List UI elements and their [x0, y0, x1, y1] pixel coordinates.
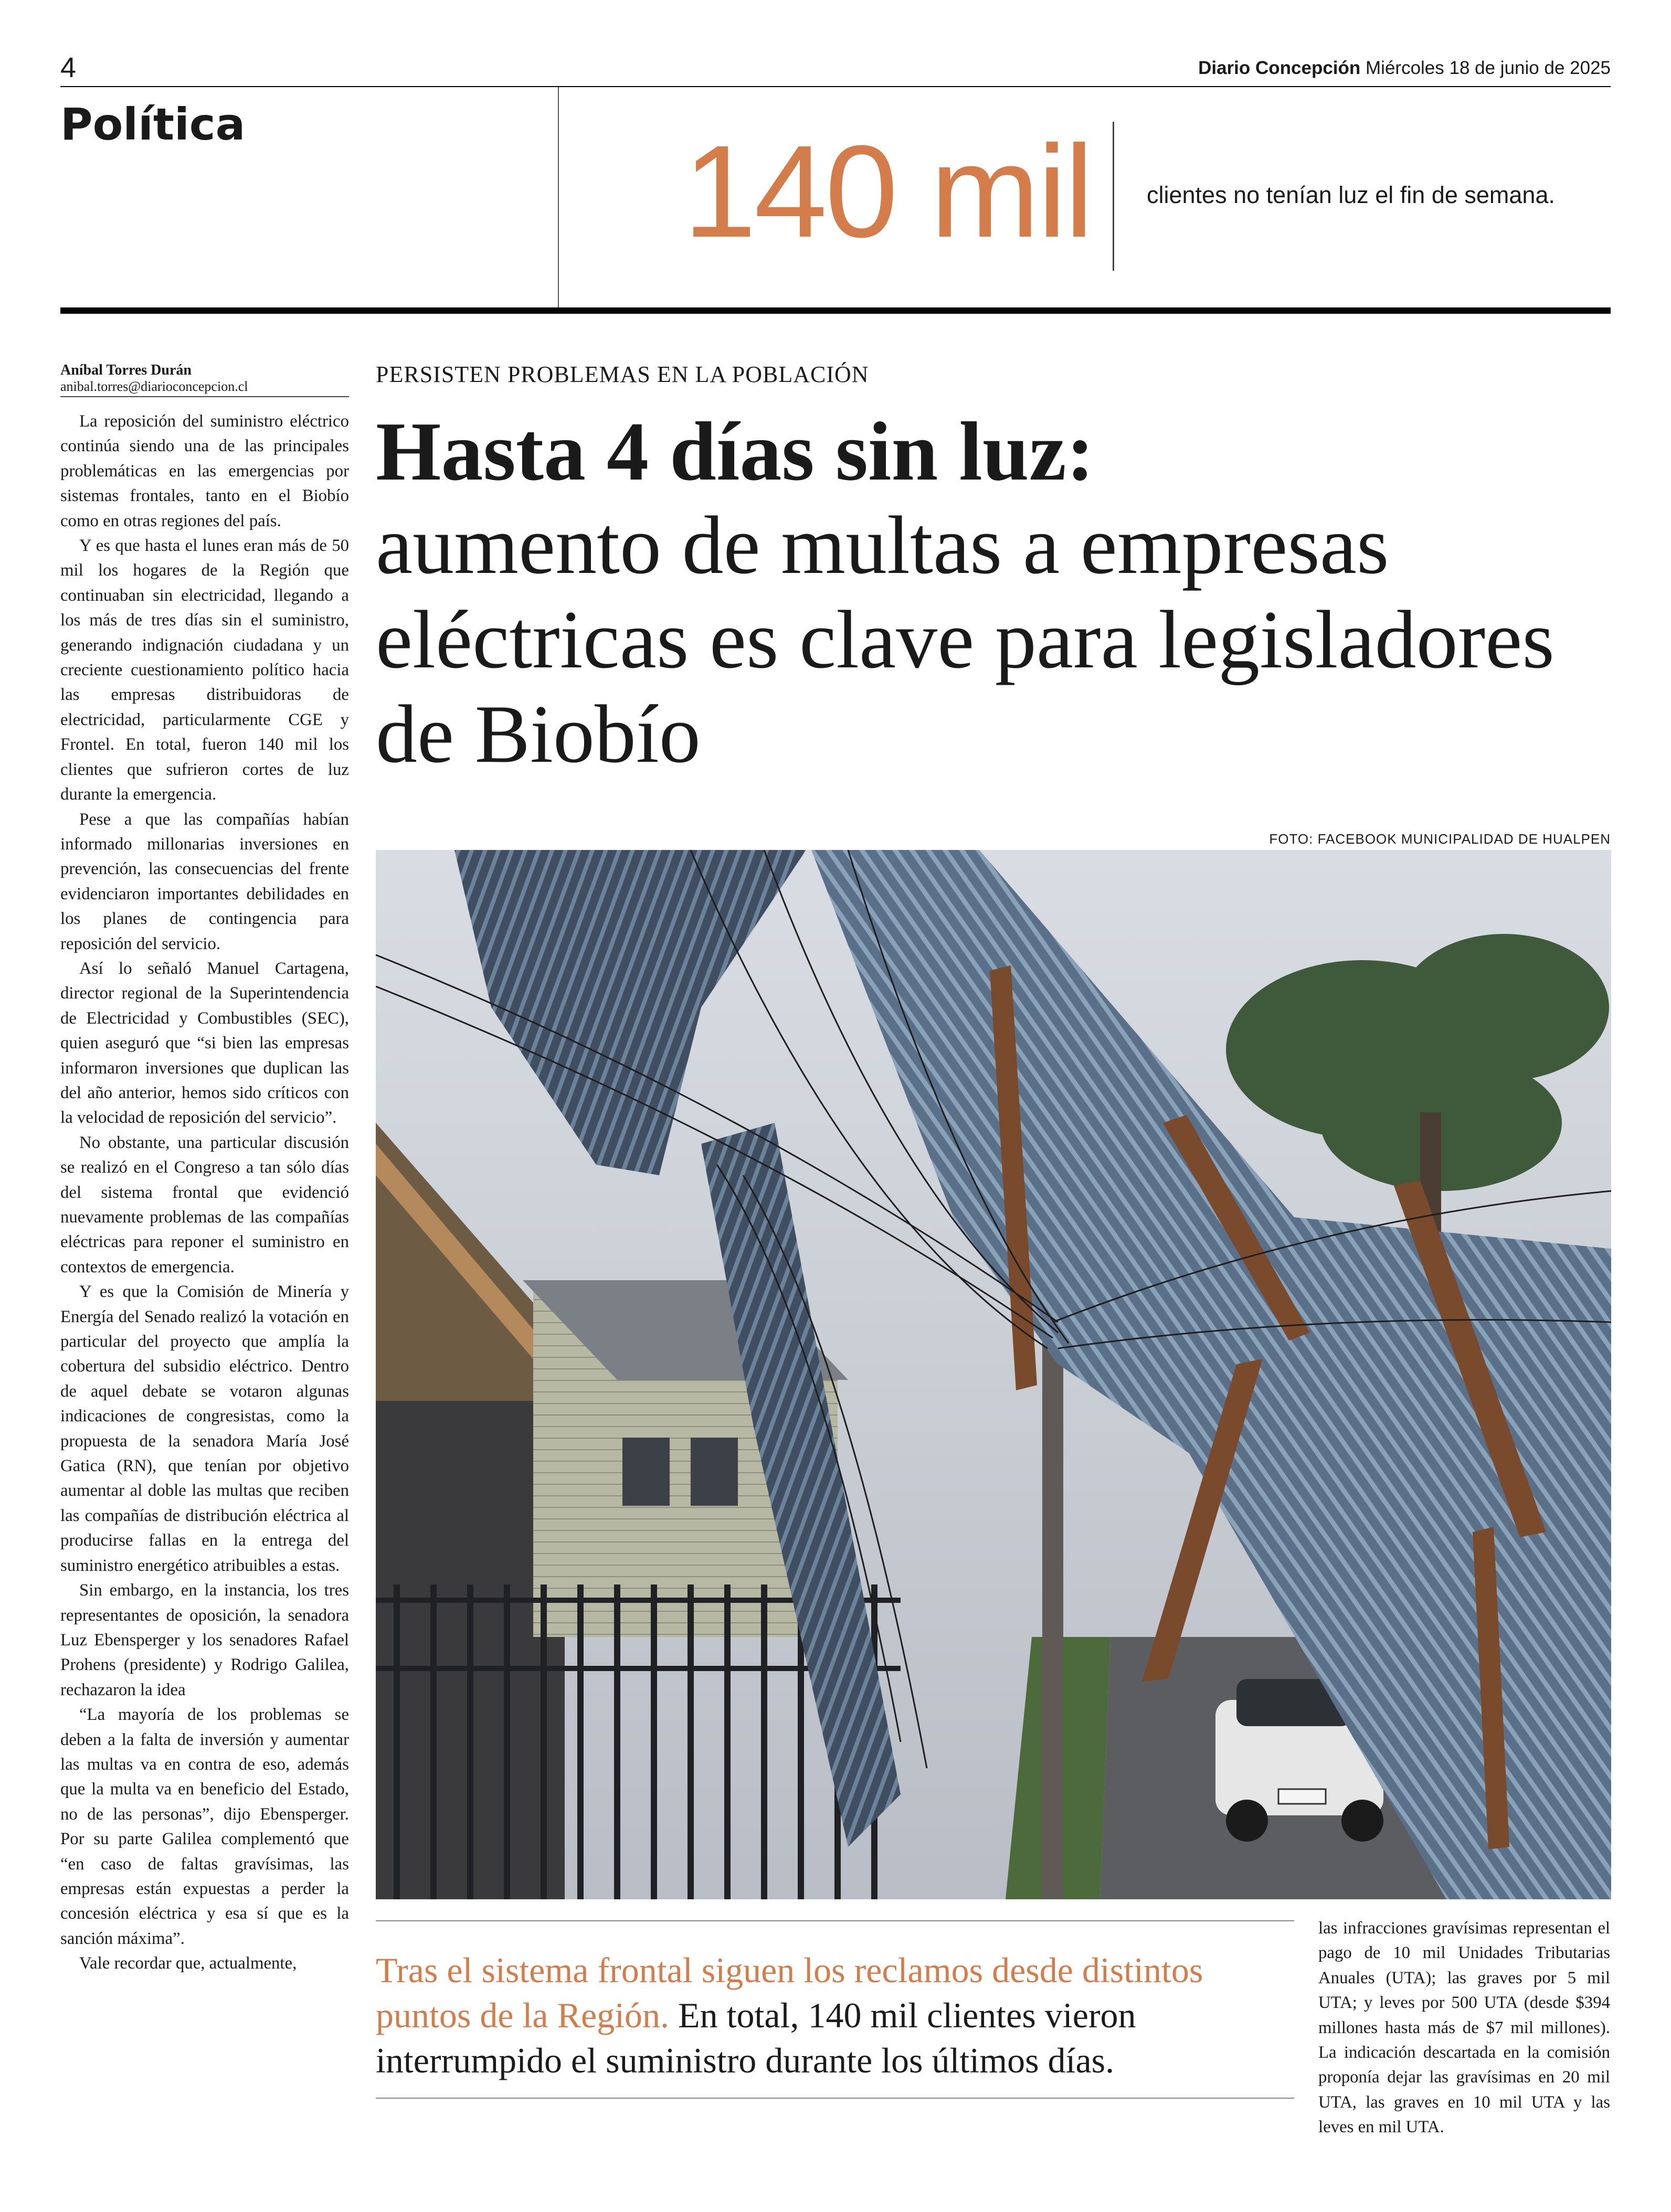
article-photo: [376, 850, 1611, 1899]
body-paragraph: La reposición del suministro eléctrico continúa siendo una de las principales problemáticas en las emergencias por sistemas frontales, tanto en el Biobío como en otras regiones del país.: [60, 412, 349, 530]
body-paragraph: Vale recordar que, actualmente,: [79, 1954, 297, 1973]
body-paragraph: No obstante, una particular discusión se realizó en el Congreso a tan sólo días del sistema frontal que evidenció nuevamente problemas de las compañías eléctricas para reponer el suministro en contextos de emergencia.: [60, 1133, 349, 1277]
article-headline: [376, 404, 1614, 782]
header-thick-rule: [60, 307, 1611, 314]
caption-top-rule: [376, 1920, 1294, 1921]
publication-name: Diario Concepción: [1198, 58, 1361, 78]
page-number: 4: [60, 52, 77, 83]
section-title: Política: [60, 99, 246, 150]
body-paragraph: Y es que la Comisión de Minería y Energía del Senado realizó la votación en particular del proyecto que amplía la cobertura del subsidio eléctrico. Dentro de aquel debate se votaron algunas indicaciones de congresistas, como la propuesta de la senadora María José Gatica (RN), que tenían por objetivo aumentar al doble las multas que reciben las compañías de distribución eléctrica al producirse fallas en la entrega del suministro energético atribuibles a estas.: [60, 1282, 349, 1575]
photo-caption-rest: En total, 140 mil clientes vieron interrumpido el suministro durante los últimos días.: [376, 1995, 1136, 2080]
author-name: Aníbal Torres Durán: [60, 362, 192, 378]
body-paragraph: Sin embargo, en la instancia, los tres representantes de oposición, la senadora Luz Ebensperger y los senadores Rafael Prohens (presidente) y Rodrigo Galilea, rechazaron la idea: [60, 1581, 349, 1699]
body-paragraph: Así lo señaló Manuel Cartagena, director regional de la Superintendencia de Electricidad y Combustibles (SEC), quien aseguró que “si bien las empresas informaron inversiones que duplican las del año anterior, hemos sido críticos con la velocidad de reposición del servicio”.: [60, 959, 349, 1128]
highlight-divider: [1113, 122, 1114, 271]
top-rule: [60, 86, 1611, 87]
byline-rule: [60, 396, 349, 397]
body-paragraph: “La mayoría de los problemas se deben a la falta de inversión y aumentar las multas va en contra de eso, además que la multa va en beneficio del Estado, no de las personas”, dijo Ebensperger. Por su parte Galilea complementó que “en caso de faltas gravísimas, las empresas están expuestas a perder la concesión eléctrica y esa sí que es la sanción máxima”.: [60, 1705, 349, 1948]
caption-bottom-rule: [376, 2098, 1294, 2099]
photo-illustration: [376, 850, 1611, 1899]
masthead: [1198, 58, 1611, 79]
header-divider: [558, 87, 559, 307]
highlight-number: 140 mil: [683, 118, 1092, 264]
photo-caption-lead: Tras el sistema frontal siguen los reclamos desde distintos puntos de la Región.: [376, 1950, 1203, 2035]
highlight-caption: clientes no tenían luz el fin de semana.: [1147, 182, 1555, 208]
article-body-left-column: [60, 409, 349, 2193]
body-paragraph: Y es que hasta el lunes eran más de 50 mil los hogares de la Región que continuaban sin electricidad, llegando a los más de tres días sin el suministro, generando indignación ciudadana y un creciente cuestionamiento político hacia las empresas distribuidoras de electricidad, particularmente CGE y Frontel. En total, fueron 140 mil los clientes que sufrieron cortes de luz durante la emergencia.: [60, 536, 349, 804]
body-paragraph: Pese a que las compañías habían informado millonarias inversiones en prevención, las consecuencias del frente evidenciaron importantes debilidades en los planes de contingencia para reposición del servicio.: [60, 810, 349, 953]
photo-credit: FOTO: FACEBOOK MUNICIPALIDAD DE HUALPEN: [1269, 831, 1611, 847]
publication-date: Miércoles 18 de junio de 2025: [1366, 58, 1611, 78]
article-kicker: PERSISTEN PROBLEMAS EN LA POBLACIÓN: [376, 361, 869, 387]
body-paragraph: las infracciones gravísimas representan el pago de 10 mil Unidades Tributarias Anuales (UTA); las graves por 5 mil UTA; y leves por 500 UTA (desde $394 millones hasta más de $7 mil millones). La indicación descartada en la comisión proponía dejar las gravísimas en 20 mil UTA, las graves en 10 mil UTA y las leves en mil UTA.: [1318, 1919, 1610, 2137]
author-email: anibal.torres@diarioconcepcion.cl: [60, 379, 248, 394]
photo-caption: [376, 1948, 1294, 2083]
headline-rest: aumento de multas a empresas eléctricas es clave para legisladores de Biobío: [376, 499, 1554, 780]
article-body-right-column: [1318, 1916, 1610, 2140]
headline-bold: Hasta 4 días sin luz:: [376, 405, 1095, 498]
